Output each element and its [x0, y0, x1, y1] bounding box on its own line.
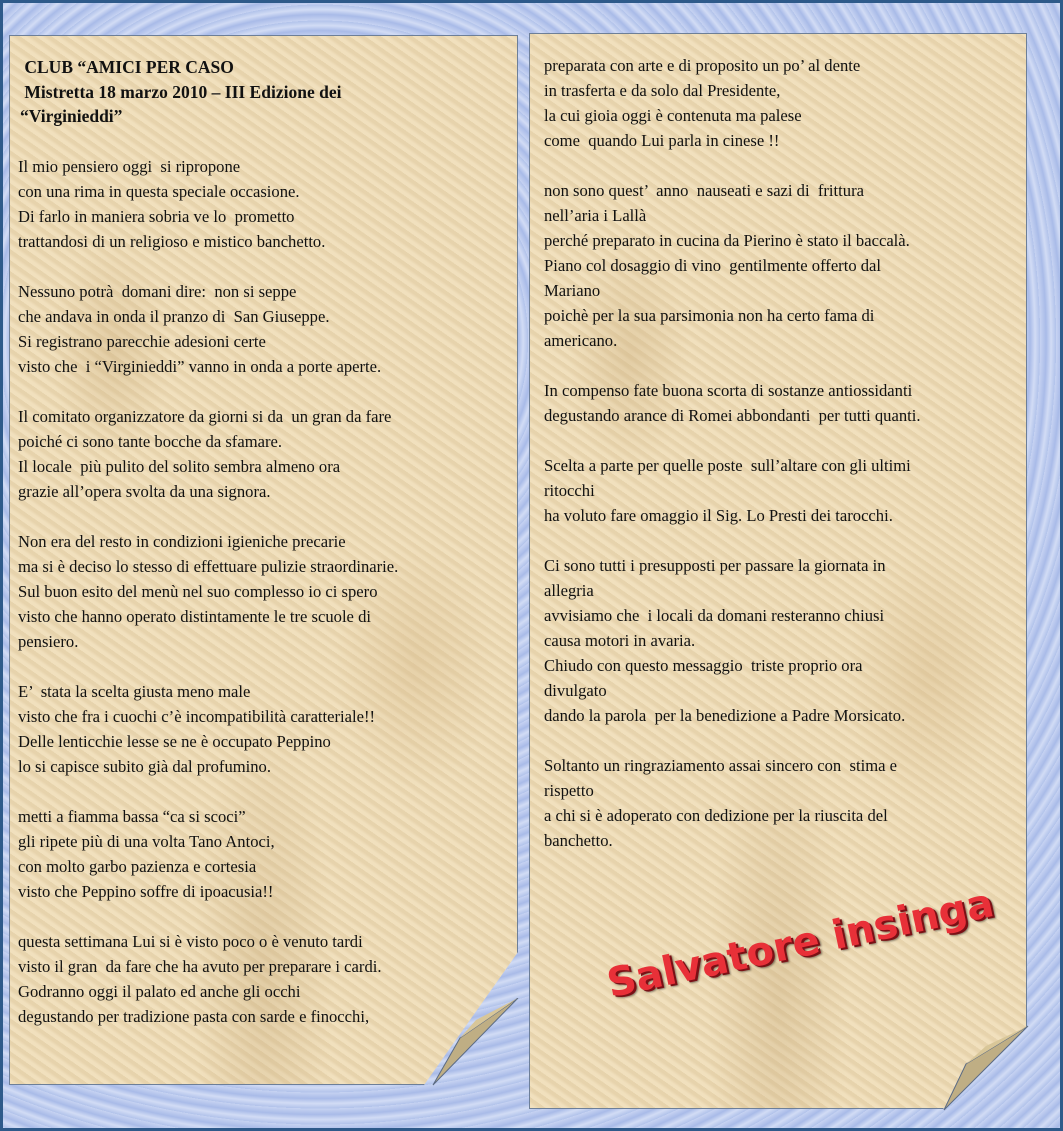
poem-line: questa settimana Lui si è visto poco o è venuto tardi	[18, 932, 363, 951]
poem-line: E’ stata la scelta giusta meno male	[18, 682, 251, 701]
stanza	[18, 679, 508, 779]
poem-line: Scelta a parte per quelle poste sull’altare con gli ultimi	[544, 456, 911, 475]
stanza	[544, 53, 1024, 153]
poem-line: in trasferta e da solo dal Presidente,	[544, 81, 781, 100]
heading-date-edition: Mistretta 18 marzo 2010 – III Edizione dei	[20, 81, 342, 102]
poem-line: non sono quest’ anno nauseati e sazi di frittura	[544, 181, 864, 200]
poem-line: Si registrano parecchie adesioni certe	[18, 332, 266, 351]
poem-line: rispetto	[544, 781, 594, 800]
poem-line: come quando Lui parla in cinese !!	[544, 131, 780, 150]
stanza	[18, 404, 508, 504]
poem-line: gli ripete più di una volta Tano Antoci,	[18, 832, 275, 851]
poem-line: metti a fiamma bassa “ca si scoci”	[18, 807, 246, 826]
poem-line: visto che fra i cuochi c’è incompatibilità caratteriale!!	[18, 707, 376, 726]
stanza	[544, 553, 1024, 728]
poem-line: degustando arance di Romei abbondanti per tutti quanti.	[544, 406, 921, 425]
stanza	[18, 154, 508, 254]
poem-line: Di farlo in maniera sobria ve lo prometto	[18, 207, 295, 226]
stanza	[544, 378, 1024, 428]
left-text-column	[18, 154, 508, 1054]
poem-line: Piano col dosaggio di vino gentilmente offerto dal	[544, 256, 882, 275]
stanza	[544, 178, 1024, 353]
poem-line: Godranno oggi il palato ed anche gli occhi	[18, 982, 301, 1001]
poem-line: Ci sono tutti i presupposti per passare la giornata in	[544, 556, 886, 575]
poem-line: la cui gioia oggi è contenuta ma palese	[544, 106, 802, 125]
poem-line: visto che Peppino soffre di ipoacusia!!	[18, 882, 274, 901]
right-text-column	[544, 53, 1024, 878]
poem-line: banchetto.	[544, 831, 613, 850]
poem-line: Nessuno potrà domani dire: non si seppe	[18, 282, 297, 301]
poem-line: avvisiamo che i locali da domani resteranno chiusi	[544, 606, 885, 625]
poem-line: perché preparato in cucina da Pierino è stato il baccalà.	[544, 231, 910, 250]
poem-line: Il locale più pulito del solito sembra almeno ora	[18, 457, 341, 476]
poem-line: divulgato	[544, 681, 607, 700]
poem-line: trattandosi di un religioso e mistico banchetto.	[18, 232, 326, 251]
poem-line: allegria	[544, 581, 594, 600]
poem-line: Il mio pensiero oggi si ripropone	[18, 157, 241, 176]
poem-line: poiché ci sono tante bocche da sfamare.	[18, 432, 283, 451]
poem-line: con molto garbo pazienza e cortesia	[18, 857, 257, 876]
poem-line: preparata con arte e di proposito un po’ al dente	[544, 56, 861, 75]
poem-line: In compenso fate buona scorta di sostanze antiossidanti	[544, 381, 913, 400]
poem-line: ma si è deciso lo stesso di effettuare pulizie straordinarie.	[18, 557, 399, 576]
poem-line: causa motori in avaria.	[544, 631, 696, 650]
stanza	[544, 453, 1024, 528]
poem-line: Delle lenticchie lesse se ne è occupato Peppino	[18, 732, 331, 751]
heading-virginieddi: “Virginieddi”	[20, 106, 123, 126]
poem-line: poichè per la sua parsimonia non ha certo fama di	[544, 306, 875, 325]
poem-line: degustando per tradizione pasta con sarde e finocchi,	[18, 1007, 370, 1026]
poem-line: nell’aria i Lallà	[544, 206, 647, 225]
poem-line: ritocchi	[544, 481, 595, 500]
poem-line: a chi si è adoperato con dedizione per la riuscita del	[544, 806, 888, 825]
poem-line: grazie all’opera svolta da una signora.	[18, 482, 271, 501]
poem-heading	[20, 55, 500, 129]
heading-club: CLUB “AMICI PER CASO	[20, 57, 234, 77]
poem-line: ha voluto fare omaggio il Sig. Lo Presti dei tarocchi.	[544, 506, 893, 525]
poem-line: americano.	[544, 331, 618, 350]
stanza	[544, 753, 1024, 853]
right-page-curl	[942, 1024, 1030, 1112]
poem-line: Chiudo con questo messaggio triste proprio ora	[544, 656, 863, 675]
poem-line: Il comitato organizzatore da giorni si da un gran da fare	[18, 407, 392, 426]
poem-line: che andava in onda il pranzo di San Giuseppe.	[18, 307, 330, 326]
poem-line: visto il gran da fare che ha avuto per preparare i cardi.	[18, 957, 382, 976]
poem-line: lo si capisce subito già dal profumino.	[18, 757, 272, 776]
poem-line: Mariano	[544, 281, 601, 300]
poem-line: visto che hanno operato distintamente le tre scuole di	[18, 607, 371, 626]
stanza	[18, 804, 508, 904]
poem-line: con una rima in questa speciale occasione.	[18, 182, 300, 201]
stanza	[18, 279, 508, 379]
poem-line: dando la parola per la benedizione a Padre Morsicato.	[544, 706, 906, 725]
stanza	[18, 529, 508, 654]
poem-line: Sul buon esito del menù nel suo complesso io ci spero	[18, 582, 378, 601]
poem-line: Non era del resto in condizioni igieniche precarie	[18, 532, 346, 551]
poem-line: pensiero.	[18, 632, 79, 651]
stanza	[18, 929, 508, 1029]
poem-line: Soltanto un ringraziamento assai sincero con stima e	[544, 756, 897, 775]
poem-line: visto che i “Virginieddi” vanno in onda a porte aperte.	[18, 357, 382, 376]
signature: Salvatore insinga	[603, 880, 998, 1007]
